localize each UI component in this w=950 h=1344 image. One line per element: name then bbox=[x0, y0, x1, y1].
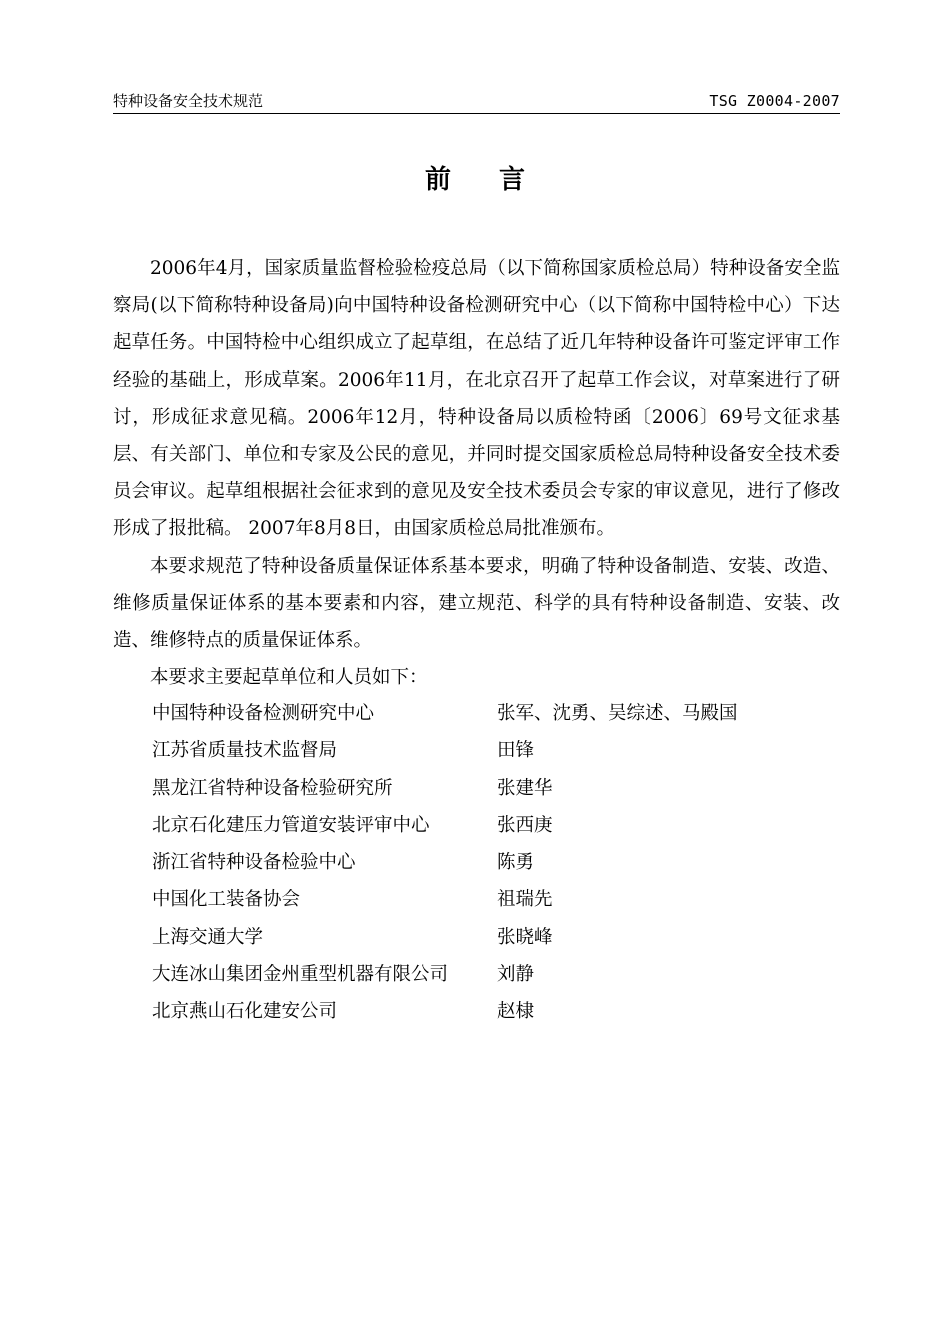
drafter-people: 张西庚 bbox=[497, 814, 553, 836]
page-title: 前言 bbox=[424, 165, 573, 195]
drafter-row bbox=[152, 770, 840, 807]
drafter-organization: 中国化工装备协会 bbox=[152, 889, 301, 911]
drafter-organization: 上海交通大学 bbox=[152, 926, 264, 948]
drafter-people: 刘静 bbox=[497, 964, 535, 986]
drafter-organization: 江苏省质量技术监督局 bbox=[152, 740, 338, 762]
drafter-row bbox=[152, 993, 840, 1030]
drafter-people: 祖瑞先 bbox=[497, 889, 553, 911]
drafters-list bbox=[152, 695, 840, 1031]
drafter-organization: 浙江省特种设备检验中心 bbox=[152, 852, 356, 874]
drafter-row bbox=[152, 881, 840, 918]
header-standard-number: TSG Z0004-2007 bbox=[709, 92, 840, 110]
drafter-people: 赵棣 bbox=[497, 1001, 535, 1023]
drafter-row bbox=[152, 807, 840, 844]
paragraph-drafters-intro: 本要求主要起草单位和人员如下： bbox=[150, 667, 428, 689]
drafter-organization: 大连冰山集团金州重型机器有限公司 bbox=[152, 964, 449, 986]
drafter-people: 张军、沈勇、吴综述、马殿国 bbox=[497, 703, 738, 724]
drafter-organization: 黑龙江省特种设备检验研究所 bbox=[152, 777, 393, 799]
paragraph-history: 2006年4月，国家质量监督检验检疫总局（以下简称国家质检总局）特种设备安全监察局(以下简称特种设备局)向中国特种设备检测研究中心（以下简称中国特检中心）下达起草任务。中国特检中心组织成立了起草组，在总结了近几年特种设备许可鉴定评审工作经验的基础上，形成草案。2006年11月，在北京召开了起草工作会议，对草案进行了研讨，形成征求意见稿。2006年12月，特种设备局以质检特函〔2006〕69号文征求基层、有关部门、单位和专家及公民的意见，并同时提交国家质检总局特种设备安全技术委员会审议。起草组根据社会征求到的意见及安全技术委员会专家的审议意见，进行了修改形成了报批稿。 2007年8月8日，由国家质检总局批准颁布。 bbox=[113, 258, 840, 540]
drafter-row bbox=[152, 695, 840, 732]
drafter-row bbox=[152, 732, 840, 769]
drafter-organization: 北京石化建压力管道安装评审中心 bbox=[152, 814, 430, 836]
page-header bbox=[113, 91, 840, 114]
drafter-organization: 北京燕山石化建安公司 bbox=[152, 1001, 338, 1023]
drafter-row bbox=[152, 844, 840, 881]
drafter-people: 田锋 bbox=[497, 740, 535, 762]
paragraph-scope: 本要求规范了特种设备质量保证体系基本要求，明确了特种设备制造、安装、改造、维修质量保证体系的基本要素和内容，建立规范、科学的具有特种设备制造、安装、改造、维修特点的质量保证体系。 bbox=[113, 555, 840, 652]
drafter-organization: 中国特种设备检测研究中心 bbox=[152, 703, 375, 724]
drafter-row bbox=[152, 919, 840, 956]
drafter-people: 张晓峰 bbox=[497, 926, 553, 948]
drafter-people: 张建华 bbox=[497, 777, 553, 799]
drafter-people: 陈勇 bbox=[497, 852, 535, 874]
preface-body bbox=[113, 250, 840, 696]
header-standard-category: 特种设备安全技术规范 bbox=[113, 92, 264, 110]
drafter-row bbox=[152, 956, 840, 993]
